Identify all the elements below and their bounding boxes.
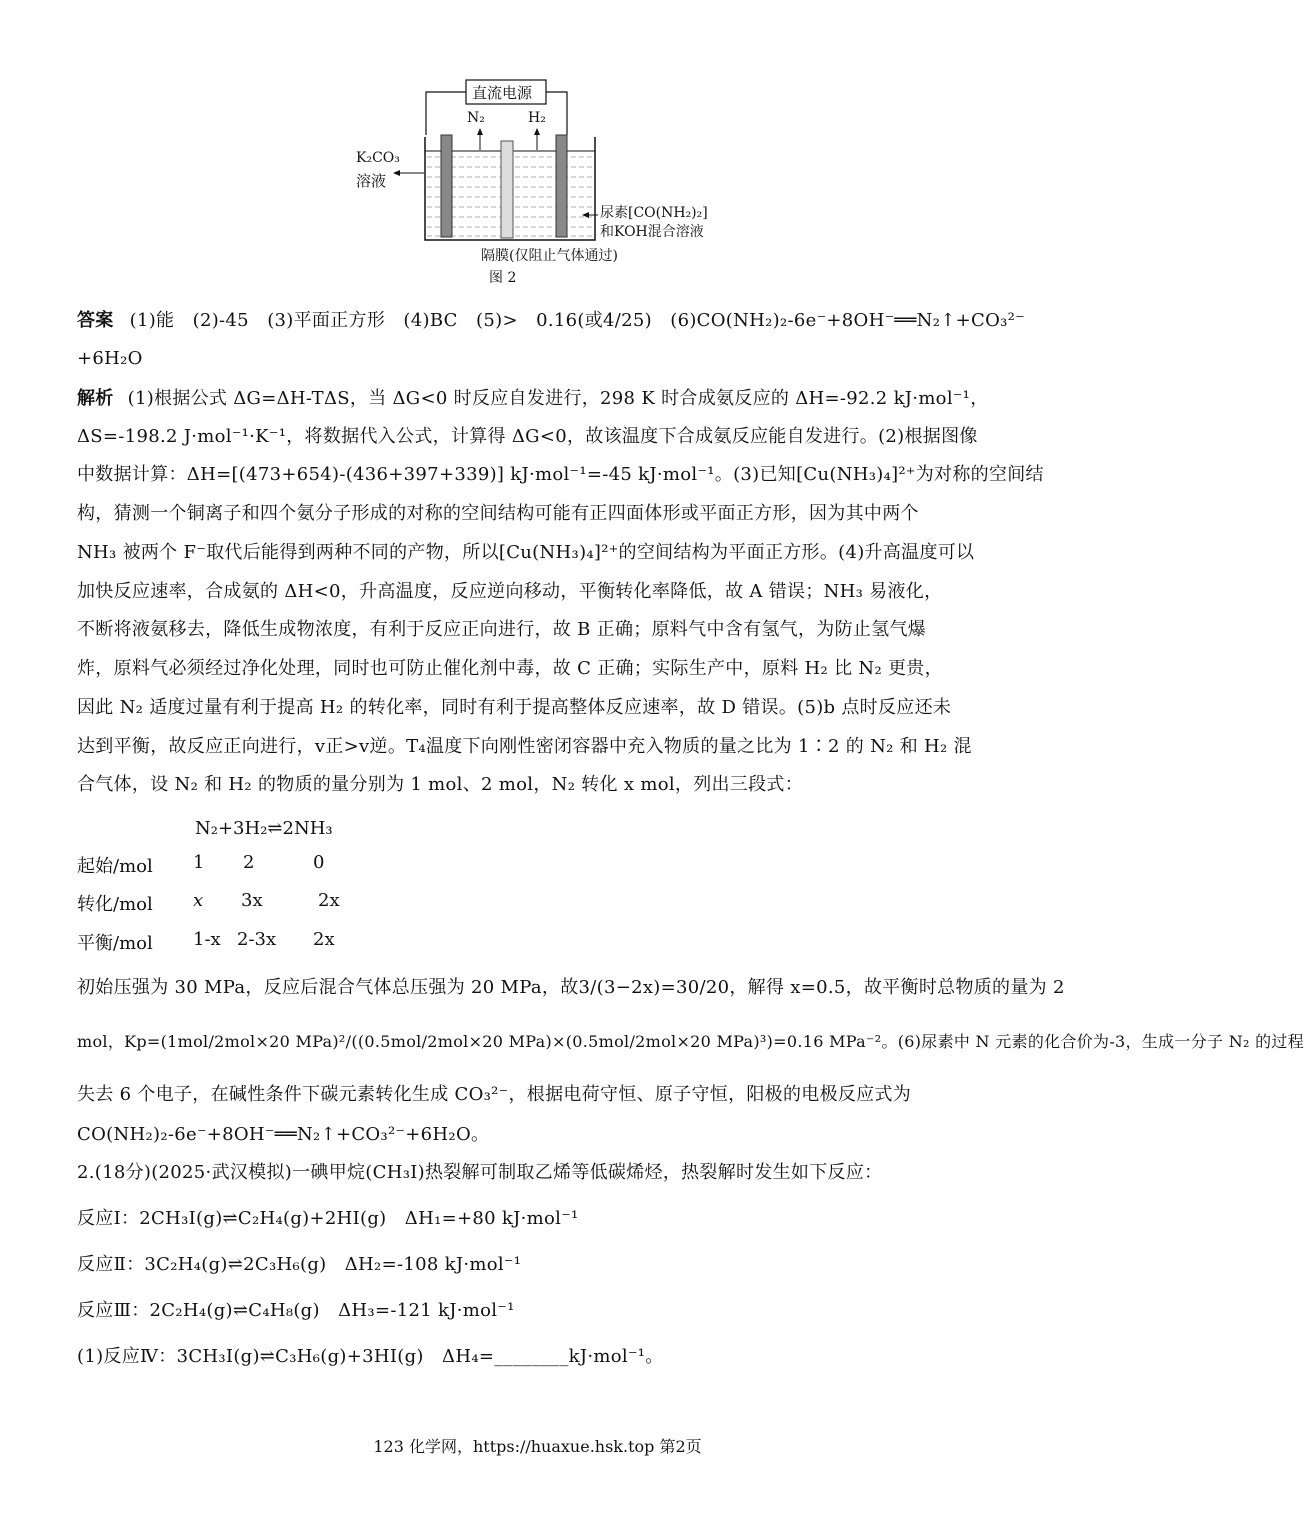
cell: 1-x <box>193 929 221 950</box>
cell: 1 <box>193 852 205 873</box>
reaction-2: 反应Ⅱ：3C₂H₄(g)⇌2C₃H₆(g) ΔH₂=-108 kJ·mol⁻¹ <box>77 1254 522 1275</box>
calc-line-1: 初始压强为 30 MPa，反应后混合气体总压强为 20 MPa，故3/(3−2x)=30/20，解得 x=0.5，故平衡时总物质的量为 2 <box>77 977 1065 998</box>
cell: 2 <box>243 852 255 873</box>
row-label: 平衡/mol <box>77 933 153 954</box>
analysis-line-1: ΔS=-198.2 J·mol⁻¹·K⁻¹，将数据代入公式，计算得 ΔG<0，故该温度下合成氨反应能自发进行。(2)根据图像 <box>77 426 978 447</box>
urea-label-1: 尿素[CO(NH₂)₂] <box>600 205 708 221</box>
table-equation: N₂+3H₂⇌2NH₃ <box>195 818 333 839</box>
row-label: 转化/mol <box>77 894 153 915</box>
calc-line-2: mol，Kp=(1mol/2mol×20 MPa)²/((0.5mol/2mol×20 MPa)×(0.5mol/2mol×20 MPa)³)=0.16 MPa⁻²。(6)尿素中 N 元素的化合价为-3，生成一分子 N₂ 的过程 <box>77 1032 1304 1051</box>
analysis-line-0: 解析 (1)根据公式 ΔG=ΔH-TΔS，当 ΔG<0 时反应自发进行，298 K 时合成氨反应的 ΔH=-92.2 kJ·mol⁻¹， <box>77 388 989 409</box>
answer-label: 答案 <box>77 310 114 331</box>
cell: x <box>193 890 204 911</box>
answer-text: (1)能 (2)-45 (3)平面正方形 (4)BC (5)> 0.16(或4/25) (6)CO(NH₂)₂-6e⁻+8OH⁻══N₂↑+CO₃²⁻ <box>129 310 1025 331</box>
membrane-label: 隔膜(仅阻止气体通过) <box>481 248 618 264</box>
analysis-label: 解析 <box>77 388 114 409</box>
cell: 2-3x <box>237 929 277 950</box>
question-title: 2.(18分)(2025·武汉模拟)一碘甲烷(CH₃I)热裂解可制取乙烯等低碳烯烃，热裂解时发生如下反应： <box>77 1162 883 1183</box>
power-label: 直流电源 <box>472 84 533 102</box>
calc-line-3: 失去 6 个电子，在碱性条件下碳元素转化生成 CO₃²⁻，根据电荷守恒、原子守恒，阳极的电极反应式为 <box>77 1084 912 1105</box>
analysis-line-9: 达到平衡，故反应正向进行，v正>v逆。T₄温度下向刚性密闭容器中充入物质的量之比为 1∶2 的 N₂ 和 H₂ 混 <box>77 736 972 757</box>
analysis-line-4: NH₃ 被两个 F⁻取代后能得到两种不同的产物，所以[Cu(NH₃)₄]²⁺的空间结构为平面正方形。(4)升高温度可以 <box>77 542 975 563</box>
h2-label: H₂ <box>528 110 546 126</box>
analysis-line-2: 中数据计算：ΔH=[(473+654)-(436+397+339)] kJ·mol⁻¹=-45 kJ·mol⁻¹。(3)已知[Cu(NH₃)₄]²⁺为对称的空间结 <box>77 464 1044 485</box>
row-label: 起始/mol <box>77 856 153 877</box>
k2co3-label: K₂CO₃ <box>356 150 400 166</box>
figure-caption: 图 2 <box>489 270 517 286</box>
calc-line-4: CO(NH₂)₂-6e⁻+8OH⁻══N₂↑+CO₃²⁻+6H₂O。 <box>77 1124 490 1145</box>
n2-label: N₂ <box>467 110 485 126</box>
cell: 0 <box>313 852 325 873</box>
analysis-line-8: 因此 N₂ 适度过量有利于提高 H₂ 的转化率，同时有利于提高整体反应速率，故 D 错误。(5)b 点时反应还未 <box>77 697 952 718</box>
analysis-line-5: 加快反应速率，合成氨的 ΔH<0，升高温度，反应逆向移动，平衡转化率降低，故 A 错误；NH₃ 易液化， <box>77 581 943 602</box>
solution-label: 溶液 <box>356 172 387 190</box>
analysis-line-3: 构，猜测一个铜离子和四个氨分子形成的对称的空间结构可能有正四面体形或平面正方形，因为其中两个 <box>77 503 919 524</box>
reaction-1: 反应Ⅰ：2CH₃I(g)⇌C₂H₄(g)+2HI(g) ΔH₁=+80 kJ·mol⁻¹ <box>77 1208 579 1229</box>
answer-line-2: +6H₂O <box>77 348 143 369</box>
analysis-line-6: 不断将液氨移去，降低生成物浓度，有利于反应正向进行，故 B 正确；原料气中含有氢气，为防止氢气爆 <box>77 619 927 640</box>
analysis-line-10: 合气体，设 N₂ 和 H₂ 的物质的量分别为 1 mol、2 mol，N₂ 转化 x mol，列出三段式： <box>77 774 804 795</box>
sub-question-1: (1)反应Ⅳ：3CH₃I(g)⇌C₃H₆(g)+3HI(g) ΔH₄=________kJ·mol⁻¹。 <box>77 1346 664 1367</box>
answer-line <box>77 306 1025 332</box>
page-footer: 123 化学网，https://huaxue.hsk.top 第2页 <box>373 1437 702 1456</box>
cell: 2x <box>318 890 340 911</box>
cell: 3x <box>241 890 263 911</box>
cell: 2x <box>313 929 335 950</box>
urea-label-2: 和KOH混合溶液 <box>600 224 704 240</box>
analysis-line-7: 炸，原料气必须经过净化处理，同时也可防止催化剂中毒，故 C 正确；实际生产中，原料 H₂ 比 N₂ 更贵， <box>77 658 943 679</box>
reaction-3: 反应Ⅲ：2C₂H₄(g)⇌C₄H₈(g) ΔH₃=-121 kJ·mol⁻¹ <box>77 1300 515 1321</box>
